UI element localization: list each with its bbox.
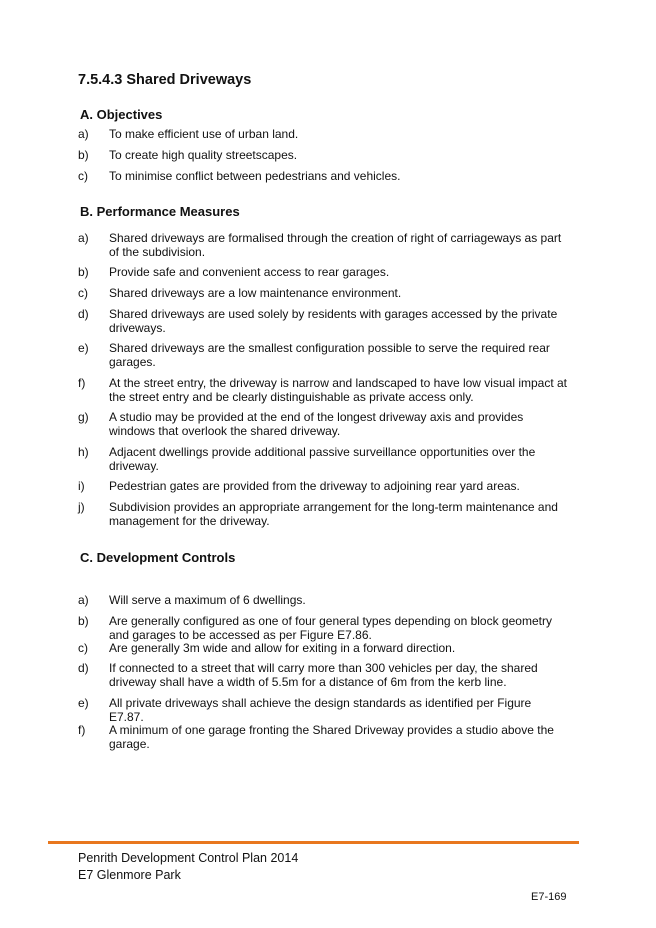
list-item-text: At the street entry, the driveway is narrow and landscaped to have low visual impact at the street entry and be clearly distinguishable as private access only. xyxy=(109,376,568,404)
footer-section-name: E7 Glenmore Park xyxy=(78,868,181,882)
list-item-text: Shared driveways are a low maintenance environment. xyxy=(109,286,402,300)
list-item-letter: a) xyxy=(78,593,89,607)
list-item-text: Shared driveways are formalised through the creation of right of carriageways as part of the subdivision. xyxy=(109,231,562,259)
list-item-text: A studio may be provided at the end of the longest driveway axis and provides windows that overlook the shared driveway. xyxy=(109,410,524,438)
list-item-text: Provide safe and convenient access to rear garages. xyxy=(109,265,390,279)
list-item-text: Are generally 3m wide and allow for exiting in a forward direction. xyxy=(109,641,456,655)
list-item-letter: b) xyxy=(78,265,89,279)
list-item-text: Subdivision provides an appropriate arrangement for the long-term maintenance and management for the driveway. xyxy=(109,500,558,528)
list-item-letter: e) xyxy=(78,341,89,355)
list-item-text: Pedestrian gates are provided from the driveway to adjoining rear yard areas. xyxy=(109,479,520,493)
list-item-text: To make efficient use of urban land. xyxy=(109,127,299,141)
list-item-letter: c) xyxy=(78,169,88,183)
list-item-text: If connected to a street that will carry more than 300 vehicles per day, the shared driveway shall have a width of 5.5m for a distance of 6m from the kerb line. xyxy=(109,661,538,689)
list-item-letter: g) xyxy=(78,410,89,424)
page-number: E7-169 xyxy=(531,891,567,903)
list-item-letter: c) xyxy=(78,286,88,300)
list-item-letter: j) xyxy=(78,500,85,514)
list-item-letter: a) xyxy=(78,231,89,245)
list-item-letter: h) xyxy=(78,445,89,459)
list-item-letter: e) xyxy=(78,696,89,710)
list-item-text: To create high quality streetscapes. xyxy=(109,148,298,162)
list-item-text: Shared driveways are the smallest configuration possible to serve the required rear garages. xyxy=(109,341,550,369)
list-item-text: Will serve a maximum of 6 dwellings. xyxy=(109,593,306,607)
list-item-letter: b) xyxy=(78,148,89,162)
list-item-text: To minimise conflict between pedestrians and vehicles. xyxy=(109,169,401,183)
list-item-letter: f) xyxy=(78,376,86,390)
section-heading-development-controls: C. Development Controls xyxy=(80,550,236,565)
page-title: 7.5.4.3 Shared Driveways xyxy=(78,72,252,88)
list-item-letter: a) xyxy=(78,127,89,141)
list-item-letter: d) xyxy=(78,307,89,321)
list-item-text: Adjacent dwellings provide additional passive surveillance opportunities over the driveway. xyxy=(109,445,536,473)
list-item-letter: c) xyxy=(78,641,88,655)
list-item-text: Shared driveways are used solely by residents with garages accessed by the private driveways. xyxy=(109,307,558,335)
list-item-letter: f) xyxy=(78,723,86,737)
section-heading-performance-measures: B. Performance Measures xyxy=(80,204,240,219)
list-item-letter: d) xyxy=(78,661,89,675)
list-item-letter: b) xyxy=(78,614,89,628)
section-heading-objectives: A. Objectives xyxy=(80,107,163,122)
list-item-letter: i) xyxy=(78,479,85,493)
footer-document-title: Penrith Development Control Plan 2014 xyxy=(78,851,299,865)
list-item-text: A minimum of one garage fronting the Shared Driveway provides a studio above the garage. xyxy=(109,723,554,751)
footer-divider xyxy=(48,841,579,844)
list-item-text: All private driveways shall achieve the design standards as identified per Figure E7.87. xyxy=(109,696,532,724)
list-item-text: Are generally configured as one of four general types depending on block geometry and garages to be accessed as per Figure E7.86. xyxy=(109,614,552,642)
